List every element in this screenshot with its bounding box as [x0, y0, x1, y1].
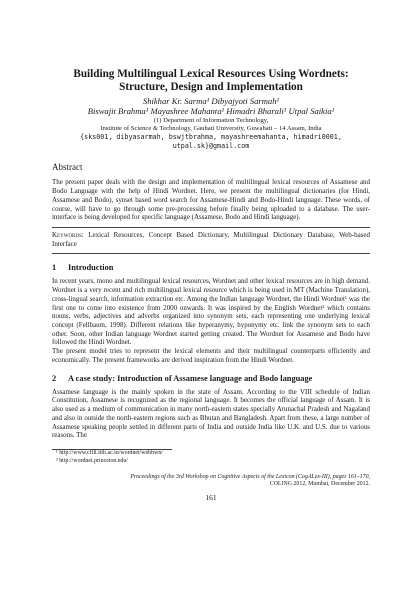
affiliation-line-2: Institute of Science & Technology, Gauhati University, Guwahati – 14 Assam, India — [100, 125, 322, 133]
emails-line-1: {sks001, dibyasarmah, bswjtbrahma, mayashreemahanta, himadri0001, — [80, 133, 342, 142]
abstract-heading: Abstract — [52, 162, 83, 173]
proceedings-citation: Proceedings of the 3rd Workshop on Cognitive Aspects of the Lexicon (CogALex-III), pages 161–170, — [130, 473, 370, 480]
page-number: 161 — [205, 493, 217, 503]
section-paragraph: In recent years, mono and multilingual lexical resources, Wordnet and other lexical resources are in high demand. Wordnet is a very recent and rich multilingual lexical resource which is being used in MT (Machine Translation), cross-lingual search, information extraction etc. Among the Indian language Wordnet, the Hindi Wordnet¹ was the first one to come into existence from 2000 onwards. It was inspired by the English Wordnet² which contains nouns, verbs, adjectives and adverbs organized into synonym sets, each representing one underlying lexical concept (Fellbaum, 1998). Different relations like hyperanymy, hyponymy etc. link the synonym sets to each other. Soon, other Indian language Wordnet started getting created. The Wordnet for Assamese and Bodo have followed the Hindi Wordnet. — [52, 277, 370, 347]
keywords-text: Lexical Resources, Concept Based Dictionary, Multilingual Dictionary Database, Web-based Interface — [52, 231, 371, 248]
section-heading-case-study — [52, 374, 370, 383]
authors-line-1: Shikhar Kr. Sarma¹ Dibyajyoti Sarmah¹ — [142, 96, 280, 106]
title-line-2: Structure, Design and Implementation — [119, 81, 303, 93]
paper-page — [52, 68, 370, 502]
authors-line-2: Biswajit Brahma¹ Mayashree Mahanta¹ Himadri Bharali¹ Utpal Saikia¹ — [87, 106, 335, 117]
affiliation-line-1: (1) Department of Information Technology, — [153, 116, 269, 124]
section-title: A case study: Introduction of Assamese language and Bodo language — [68, 373, 313, 383]
keywords-top-rule — [52, 227, 370, 228]
title-line-1: Building Multilingual Lexical Resources Using Wordnets: — [73, 68, 349, 80]
section-paragraph: Assamese language is the mainly spoken in the state of Assam. According to the VIII schedule of Indian Constitution, Assamese is recognized as the regional language. It becomes the official language of Assam. It is also used as a medium of communication in many north-eastern states specially Arunachal Pradesh and Nagaland and also in outside the north-eastern regions such as Bhutan and Bangladesh. Apart from these, a large number of Assamese speaking people settled in different parts of India and outside India like U.K. and U.S. due to various reasons. The — [52, 387, 370, 440]
section-paragraph: The present model tries to represent the lexical elements and their multilingual counterparts efficiently and economically. The present frameworks are derived inspiration from the Hindi Wordnet. — [52, 347, 370, 364]
section-title: Introduction — [68, 263, 114, 273]
section-number: 2 — [52, 373, 57, 383]
section-number: 1 — [52, 263, 57, 273]
paper-title — [52, 68, 370, 94]
footnote: ² http://wordnet.princeton.edu/ — [56, 457, 128, 464]
keywords-bottom-rule — [52, 253, 370, 254]
section-heading-introduction — [52, 263, 370, 272]
author-list — [52, 96, 370, 117]
author-emails — [52, 133, 370, 150]
affiliation — [52, 117, 370, 133]
abstract-text: The present paper deals with the design and implementation of multilingual lexical resources of Assamese and Bodo Language with the help of Hindi Wordnet. Here, we present the multilingual dictionaries (for Hindi, Assamese and Bodo), synset based word search for Assamese-Hindi and Bodo-Hindi language. These words, of course, will have to go through some pre-processing before finally being uploaded to a database. The user-interface is being developed for specific language (Assamese, Bodo and Hindi language). — [52, 178, 370, 222]
footnote: ¹ http://www.cfilt.iitb.ac.in/wordnet/webhwn/ — [56, 449, 163, 456]
proceedings-venue: COLING 2012, Mumbai, December 2012. — [269, 480, 370, 487]
keywords-block — [52, 231, 370, 248]
emails-line-2: utpal.sk}@gmail.com — [172, 141, 250, 150]
keywords-label: Keywords: — [52, 231, 84, 239]
